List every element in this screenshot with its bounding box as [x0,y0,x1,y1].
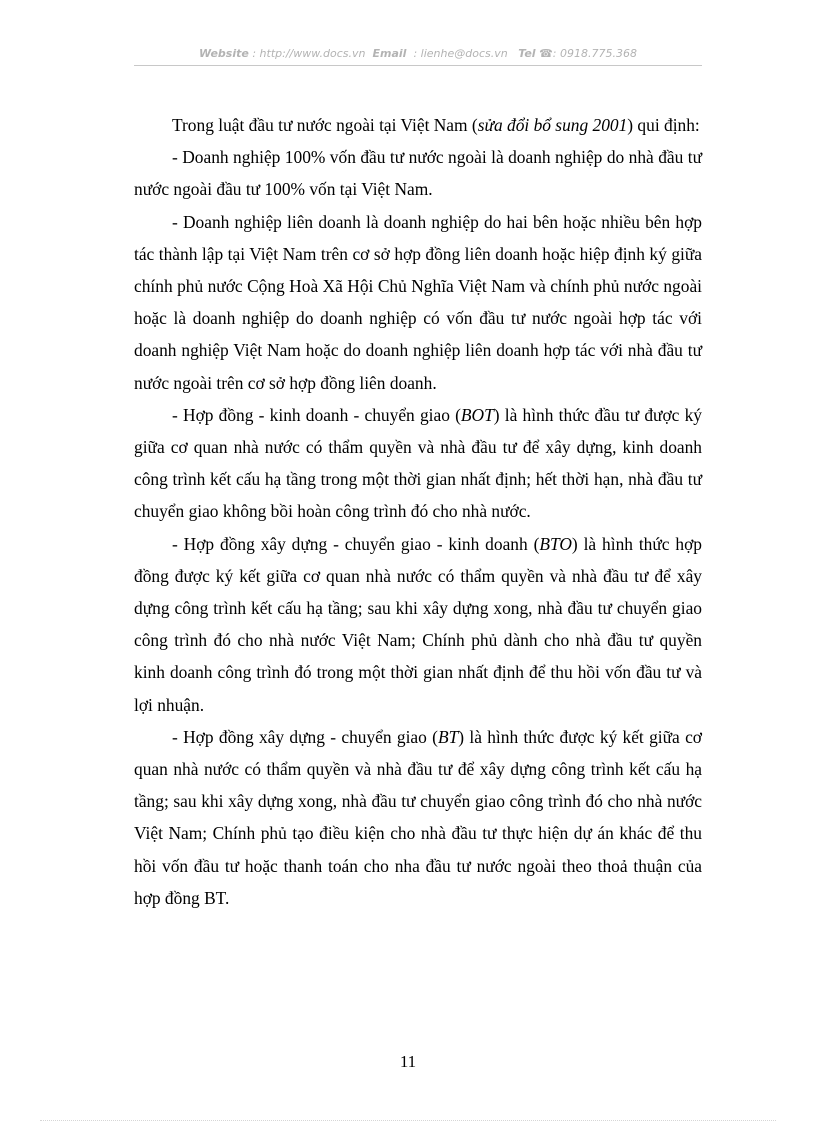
bottom-divider [40,1120,776,1121]
paragraph-bot: - Hợp đồng - kinh doanh - chuyển giao (BOT) là hình thức đầu tư được ký giữa cơ quan nhà nước có thẩm quyền và nhà đầu tư để xây dựng, kinh doanh công trình kết cấu hạ tầng trong một thời gian nhất định; hết thời hạn, nhà đầu tư chuyển giao không bồi hoàn công trình đó cho nhà nước. [134,404,702,522]
tel-label: Tel [518,47,536,60]
phone-icon: ☎ [539,47,553,60]
website-url[interactable]: : http://www.docs.vn [252,47,366,60]
amendment-note: sửa đổi bổ sung 2001 [477,115,628,135]
paragraph-fdi-enterprise: - Doanh nghiệp 100% vốn đầu tư nước ngoài là doanh nghiệp do nhà đầu tư nước ngoài đầu tư 100% vốn tại Việt Nam. [134,147,702,200]
paragraph-bto: - Hợp đồng xây dựng - chuyển giao - kinh doanh (BTO) là hình thức hợp đồng được ký kết giữa cơ quan nhà nước có thẩm quyền và nhà đầu tư để xây dựng công trình kết cấu hạ tầng; sau khi xây dựng xong, nhà đầu tư chuyển giao công trình đó cho nhà nước Việt Nam; Chính phủ dành cho nhà đầu tư quyền kinh doanh công trình đó trong một thời gian nhất định để thu hồi vốn đầu tư và lợi nhuận. [134,533,702,715]
paragraph-intro: Trong luật đầu tư nước ngoài tại Việt Nam (sửa đổi bổ sung 2001) qui định: [172,115,700,135]
website-label: Website [199,47,249,60]
bt-term: BT [437,726,459,747]
paragraph-bt: - Hợp đồng xây dựng - chuyển giao (BT) là hình thức được ký kết giữa cơ quan nhà nước có thẩm quyền và nhà đầu tư để xây dựng công trình kết cấu hạ tầng; sau khi xây dựng xong, nhà đầu tư chuyển giao công trình đó cho nhà nước Việt Nam; Chính phủ tạo điều kiện cho nhà đầu tư thực hiện dự án khác để thu hồi vốn đầu tư hoặc thanh toán cho nha đầu tư nước ngoài theo thoả thuận của hợp đồng BT. [134,726,702,908]
page-header [134,44,702,66]
bto-term: BTO [539,533,572,554]
page-number: 11 [399,1052,417,1071]
bot-term: BOT [460,404,494,425]
paragraph-joint-venture: - Doanh nghiệp liên doanh là doanh nghiệp do hai bên hoặc nhiều bên hợp tác thành lập tại Việt Nam trên cơ sở hợp đồng liên doanh hoặc hiệp định ký giữa chính phủ nước Cộng Hoà Xã Hội Chủ Nghĩa Việt Nam và chính phủ nước ngoài hoặc là doanh nghiệp do doanh nghiệp có vốn đầu tư nước ngoài hợp tác với doanh nghiệp Việt Nam hoặc do doanh nghiệp liên doanh hợp tác với nhà đầu tư nước ngoài trên cơ sở hợp đồng liên doanh. [134,211,702,393]
email-address[interactable]: : lienhe@docs.vn [413,47,508,60]
document-body [134,109,702,914]
tel-number: : 0918.775.368 [552,47,637,60]
email-label: Email [372,47,407,60]
